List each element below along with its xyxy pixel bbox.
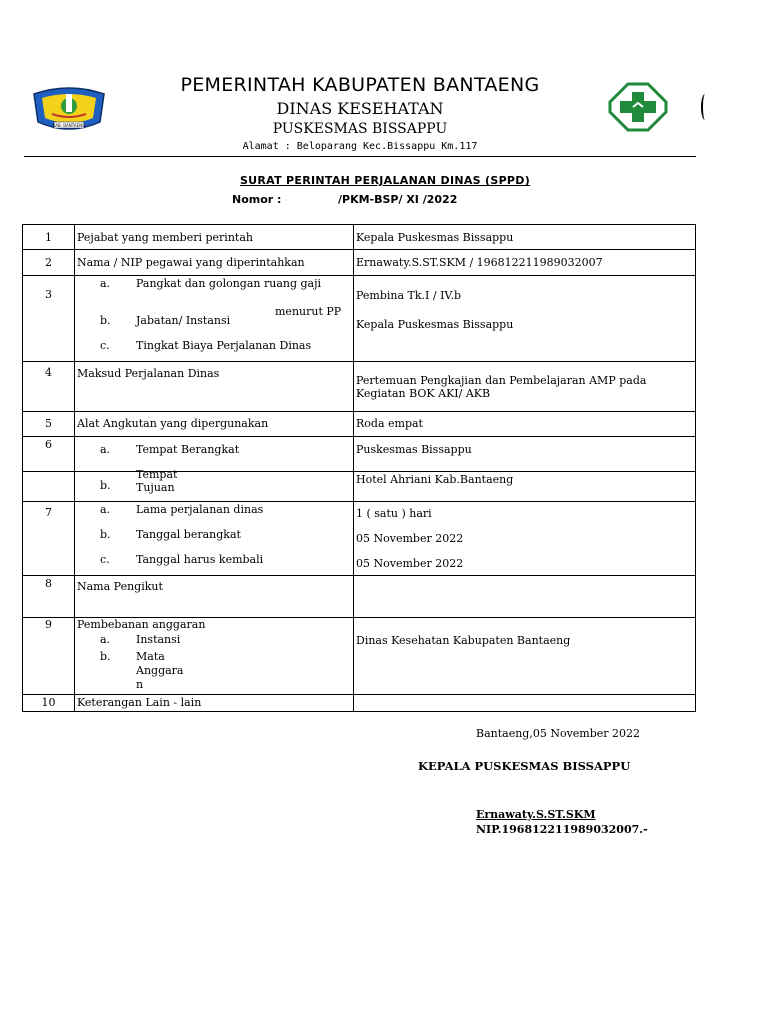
- item-marker: a.: [100, 633, 111, 646]
- item-label: Lama perjalanan dinas: [136, 503, 264, 516]
- item-label: Tanggal harus kembali: [136, 553, 264, 566]
- row-label: Keterangan Lain - lain: [77, 696, 202, 709]
- table-row: [23, 276, 696, 362]
- logo-left-text: KAB. BANTAENG: [52, 123, 86, 128]
- row-value: Puskesmas Bissappu: [356, 443, 472, 456]
- header-divider: [24, 156, 696, 157]
- item-label: Tingkat Biaya Perjalanan Dinas: [136, 339, 312, 352]
- row-number: 7: [45, 506, 52, 519]
- row-value: Hotel Ahriani Kab.Bantaeng: [356, 473, 514, 486]
- row-value: Pertemuan Pengkajian dan Pembelajaran AMP pada: [356, 374, 647, 387]
- table-row: [23, 472, 696, 502]
- item-label: Mata: [136, 650, 165, 663]
- row-value: 05 November 2022: [356, 532, 464, 545]
- item-marker: a.: [100, 443, 111, 456]
- document-title: SURAT PERINTAH PERJALANAN DINAS (SPPD): [239, 174, 531, 187]
- table-row: [23, 618, 696, 695]
- item-marker: c.: [100, 339, 110, 352]
- row-value: 05 November 2022: [356, 557, 464, 570]
- row-label: Nama / NIP pegawai yang diperintahkan: [77, 256, 305, 269]
- row-label: Pembebanan anggaran: [77, 618, 206, 631]
- table-row: [23, 362, 696, 412]
- row-value: 1 ( satu ) hari: [356, 507, 432, 520]
- row-value: Dinas Kesehatan Kabupaten Bantaeng: [356, 634, 571, 647]
- signature-place-date: Bantaeng,05 November 2022: [476, 727, 641, 740]
- signature-nip: NIP.196812211989032007.-: [476, 823, 648, 836]
- row-number: 5: [45, 417, 52, 430]
- table-row: [23, 225, 696, 250]
- table-row: [23, 502, 696, 576]
- table-row: [23, 695, 696, 712]
- row-label: Alat Angkutan yang dipergunakan: [77, 417, 269, 430]
- item-label: Anggara: [136, 664, 184, 677]
- row-value: Pembina Tk.I / IV.b: [356, 289, 461, 302]
- row-value: Kegiatan BOK AKI/ AKB: [356, 387, 491, 400]
- item-marker: b.: [100, 528, 111, 541]
- item-marker: a.: [100, 277, 111, 290]
- table-row: [23, 576, 696, 618]
- row-label: Maksud Perjalanan Dinas: [77, 367, 220, 380]
- row-number: 4: [45, 366, 52, 379]
- row-value: Kepala Puskesmas Bissappu: [356, 231, 514, 244]
- header-unit: PUSKESMAS BISSAPPU: [272, 121, 448, 137]
- item-marker: b.: [100, 479, 111, 492]
- row-number: 9: [45, 618, 52, 631]
- page-edge-mark: [701, 94, 709, 120]
- row-number: 6: [45, 438, 52, 451]
- table-row: [23, 412, 696, 437]
- nomor-value: /PKM-BSP/ XI /2022: [338, 193, 458, 206]
- header-address: Alamat : Beloparang Kec.Bissappu Km.117: [242, 141, 478, 152]
- item-note: menurut PP: [275, 305, 342, 318]
- sppd-table: [22, 224, 696, 712]
- item-label: Instansi: [136, 633, 181, 646]
- nomor-label: Nomor :: [232, 193, 282, 206]
- item-label: Pangkat dan golongan ruang gaji: [136, 277, 322, 290]
- item-label: Tanggal berangkat: [136, 528, 241, 541]
- row-number: 3: [45, 288, 52, 301]
- signature-name: Ernawaty.S.ST.SKM: [476, 808, 596, 821]
- item-label: Tujuan: [136, 481, 175, 494]
- row-number: 2: [45, 256, 52, 269]
- header-gov: PEMERINTAH KABUPATEN BANTAENG: [180, 74, 540, 96]
- signature-position: KEPALA PUSKESMAS BISSAPPU: [418, 759, 631, 773]
- row-number: 10: [41, 696, 56, 709]
- row-label: Pejabat yang memberi perintah: [77, 231, 253, 244]
- table-row: [23, 250, 696, 276]
- row-number: 8: [45, 577, 52, 590]
- item-label: Jabatan/ Instansi: [136, 314, 231, 327]
- row-number: 1: [45, 231, 52, 244]
- row-label: Nama Pengikut: [77, 580, 163, 593]
- item-marker: c.: [100, 553, 110, 566]
- item-marker: a.: [100, 503, 111, 516]
- row-value: Kepala Puskesmas Bissappu: [356, 318, 514, 331]
- item-marker: b.: [100, 314, 111, 327]
- item-marker: b.: [100, 650, 111, 663]
- item-label: Tempat: [136, 468, 178, 481]
- table-row: [23, 437, 696, 472]
- item-label: n: [136, 678, 144, 691]
- header-dept: DINAS KESEHATAN: [276, 99, 444, 118]
- kabupaten-bantaeng-logo: [30, 84, 108, 138]
- puskesmas-logo: [608, 82, 668, 136]
- row-value: Ernawaty.S.ST.SKM / 196812211989032007: [356, 256, 603, 269]
- item-label: Tempat Berangkat: [136, 443, 240, 456]
- row-value: Roda empat: [356, 417, 423, 430]
